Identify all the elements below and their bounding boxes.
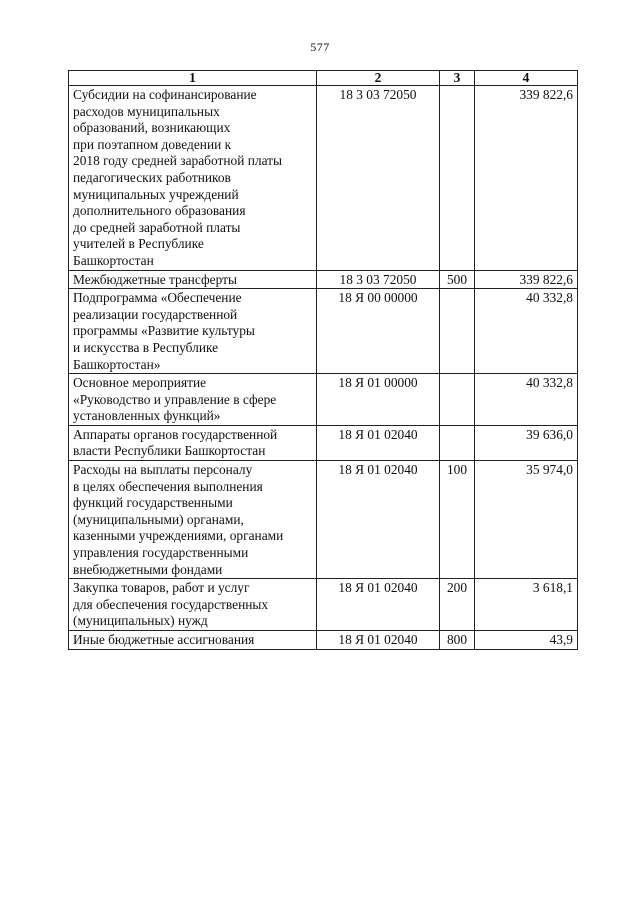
table-row (69, 374, 578, 426)
row-amount: 40 332,8 (475, 289, 578, 374)
row-type (440, 425, 475, 460)
row-name: Иные бюджетные ассигнования (69, 631, 317, 650)
row-code: 18 Я 01 00000 (317, 374, 440, 426)
row-name: Субсидии на софинансирование расходов муниципальных образований, возникающих при поэтапном доведении к 2018 году средней заработной платы педагогических работников муниципальных учреждений дополнительного образования до средней заработной платы учителей в Республике Башкортостан (69, 86, 317, 271)
row-amount: 339 822,6 (475, 86, 578, 271)
row-amount: 43,9 (475, 631, 578, 650)
row-code: 18 Я 01 02040 (317, 425, 440, 460)
row-amount: 35 974,0 (475, 461, 578, 579)
budget-table (68, 70, 578, 650)
row-name: Подпрограмма «Обеспечение реализации государственной программы «Развитие культуры и искусства в Республике Башкортостан» (69, 289, 317, 374)
row-name: Расходы на выплаты персоналу в целях обеспечения выполнения функций государственными (муниципальными) органами, казенными учреждениями, органами управления государственными внебюджетными фондами (69, 461, 317, 579)
table-body (69, 86, 578, 650)
row-type (440, 374, 475, 426)
header-col-3: 3 (440, 71, 475, 86)
table-row (69, 289, 578, 374)
table-row (69, 461, 578, 579)
header-col-4: 4 (475, 71, 578, 86)
page-number: 577 (310, 40, 330, 54)
table-row (69, 631, 578, 650)
header-col-1: 1 (69, 71, 317, 86)
row-code: 18 Я 00 00000 (317, 289, 440, 374)
row-code: 18 3 03 72050 (317, 270, 440, 289)
table-row (69, 579, 578, 631)
row-name: Аппараты органов государственной власти Республики Башкортостан (69, 425, 317, 460)
row-code: 18 Я 01 02040 (317, 631, 440, 650)
row-name: Закупка товаров, работ и услуг для обеспечения государственных (муниципальных) нужд (69, 579, 317, 631)
table-row (69, 86, 578, 271)
row-type: 200 (440, 579, 475, 631)
row-name: Основное мероприятие «Руководство и управление в сфере установленных функций» (69, 374, 317, 426)
row-code: 18 3 03 72050 (317, 86, 440, 271)
table-row (69, 425, 578, 460)
header-row (69, 71, 578, 86)
row-code: 18 Я 01 02040 (317, 461, 440, 579)
row-amount: 339 822,6 (475, 270, 578, 289)
row-amount: 40 332,8 (475, 374, 578, 426)
table-header (69, 71, 578, 86)
header-col-2: 2 (317, 71, 440, 86)
row-code: 18 Я 01 02040 (317, 579, 440, 631)
row-amount: 3 618,1 (475, 579, 578, 631)
row-name: Межбюджетные трансферты (69, 270, 317, 289)
table-row (69, 270, 578, 289)
row-type: 100 (440, 461, 475, 579)
row-type: 800 (440, 631, 475, 650)
row-type (440, 289, 475, 374)
row-type: 500 (440, 270, 475, 289)
row-type (440, 86, 475, 271)
row-amount: 39 636,0 (475, 425, 578, 460)
